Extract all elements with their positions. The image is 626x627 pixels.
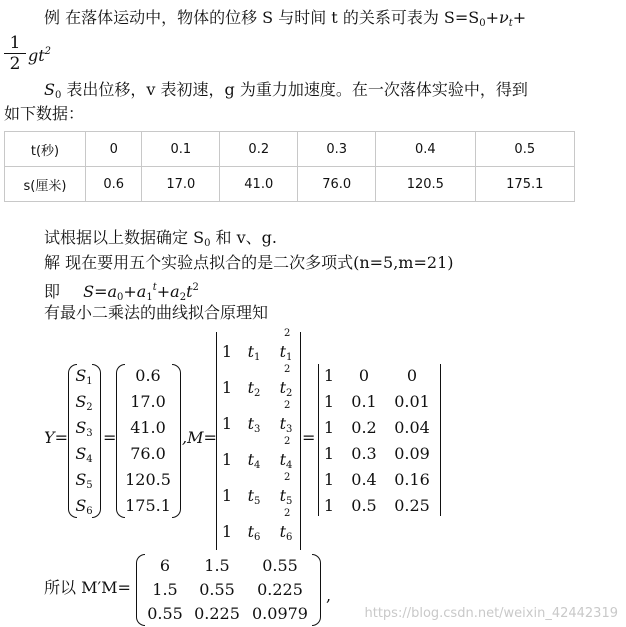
matrix-cell: 1 — [323, 470, 335, 489]
s-subscript: 2 — [86, 402, 93, 413]
matrix-cell: 0.4 — [351, 470, 377, 489]
matrix-cell — [244, 414, 264, 435]
square-exponent: 2 — [284, 400, 291, 411]
matrix-cell — [244, 450, 264, 471]
matrix-cell: 0.3 — [351, 444, 377, 463]
s-symbol: S — [75, 444, 87, 463]
right-paren — [312, 554, 321, 626]
poly-sup2: 2 — [192, 282, 199, 293]
s-subscript: 6 — [86, 506, 93, 517]
equals-sign: = — [103, 428, 117, 447]
intro-line-4: 如下数据： — [4, 104, 85, 123]
matrix-cell: 1 — [221, 342, 233, 361]
t-symbol: t — [247, 342, 255, 361]
matrix-cell — [276, 436, 296, 471]
mm-label: 所以 M′M= — [44, 578, 131, 597]
table-cell: 0.4 — [376, 132, 475, 167]
matrix-cell — [244, 486, 264, 507]
matrix-cell: 0 — [406, 366, 418, 385]
t-subscript: 3 — [286, 424, 293, 435]
matrix-cell: 1 — [323, 496, 335, 515]
matrix-cell: 41.0 — [130, 418, 166, 437]
t-symbol: t — [279, 378, 287, 397]
table-cell: t(秒) — [5, 132, 86, 167]
t-subscript: 2 — [286, 388, 293, 399]
matrix-cell: 1 — [221, 414, 233, 433]
table-cell: s(厘米) — [5, 167, 86, 202]
table-cell: 0.2 — [220, 132, 298, 167]
s-subscript: 5 — [86, 480, 93, 491]
intro-plus: + — [512, 8, 527, 27]
gt-sup: 2 — [44, 46, 52, 57]
gt-text: gt — [28, 46, 45, 65]
matrix-cell: 1 — [323, 444, 335, 463]
table-row-distance — [5, 167, 575, 202]
matrix-cell: 1 — [221, 522, 233, 541]
matrix-cell: 175.1 — [125, 496, 171, 515]
poly-sup1: t — [152, 282, 157, 293]
table-cell: 0.1 — [142, 132, 220, 167]
matrix-cell: 0.2 — [351, 418, 377, 437]
matrix-cell: 1 — [323, 418, 335, 437]
poly-a2: +a — [156, 282, 180, 301]
matrix-cell — [276, 364, 296, 399]
intro-nu: +ν — [485, 8, 509, 27]
poly-s: S=a — [83, 282, 118, 301]
matrix-cell: 0.09 — [394, 444, 430, 463]
s-symbol: S — [75, 496, 87, 515]
matrix-cell: 0.55 — [147, 604, 183, 623]
table-cell: 76.0 — [298, 167, 376, 202]
left-paren — [116, 364, 125, 518]
matrix-cell — [276, 508, 296, 543]
matrix-cell: 0.0979 — [252, 604, 308, 623]
y-label: Y= — [44, 428, 68, 447]
least-squares-line: 有最小二乘法的曲线拟合原理知 — [44, 303, 269, 322]
matrix-cell — [74, 392, 94, 413]
intro-sub-0: 0 — [479, 18, 486, 29]
ji-text: 即 — [44, 282, 61, 301]
square-exponent: 2 — [284, 472, 291, 483]
matrix-cell — [74, 496, 94, 517]
m-num-bar-right — [440, 364, 441, 516]
fraction-denominator: 2 — [9, 54, 21, 74]
t-subscript: 2 — [254, 388, 261, 399]
t-subscript: 5 — [286, 496, 293, 507]
matrix-cell — [244, 378, 264, 399]
s-symbol: S — [75, 418, 87, 437]
left-paren — [68, 364, 77, 518]
matrix-cell: 0.225 — [194, 604, 240, 623]
right-paren — [172, 364, 181, 518]
s-symbol: S — [75, 366, 87, 385]
intro-line-1-text: 例 在落体运动中，物体的位移 S 与时间 t 的关系可表为 S=S — [44, 8, 480, 27]
matrix-cell: 6 — [159, 556, 171, 575]
matrix-cell: 0.01 — [394, 392, 430, 411]
t-symbol: t — [247, 450, 255, 469]
fraction-one-half — [4, 34, 26, 73]
square-exponent: 2 — [284, 436, 291, 447]
intro-sub-t: t — [508, 18, 513, 29]
t-subscript: 4 — [254, 460, 261, 471]
matrix-cell: 0.55 — [199, 580, 235, 599]
t-subscript: 1 — [286, 352, 293, 363]
m-num-bar-left — [318, 364, 319, 516]
data-table — [4, 131, 575, 202]
matrix-cell — [74, 470, 94, 491]
intro-line-3 — [44, 80, 528, 106]
matrix-cell: 1 — [221, 450, 233, 469]
matrix-cell: 1 — [221, 378, 233, 397]
matrix-cell: 0.55 — [262, 556, 298, 575]
t-subscript: 3 — [254, 424, 261, 435]
question-sub: 0 — [204, 238, 211, 249]
m-bar-left — [216, 332, 217, 550]
square-exponent: 2 — [284, 364, 291, 375]
matrix-cell: 76.0 — [130, 444, 166, 463]
matrix-cell — [244, 342, 264, 363]
mm-comma: , — [326, 586, 332, 605]
t-subscript: 6 — [286, 532, 293, 543]
t-symbol: t — [279, 522, 287, 541]
matrix-cell: 0.6 — [135, 366, 161, 385]
right-paren — [92, 364, 101, 518]
matrix-cell — [74, 366, 94, 387]
t-subscript: 5 — [254, 496, 261, 507]
t-symbol: t — [279, 486, 287, 505]
table-cell: 41.0 — [220, 167, 298, 202]
intro-line-1 — [44, 8, 526, 34]
matrix-cell: 120.5 — [125, 470, 171, 489]
t-symbol: t — [279, 450, 287, 469]
s-subscript: 3 — [86, 428, 93, 439]
matrix-cell: 0.225 — [257, 580, 303, 599]
poly-sub0: 0 — [117, 292, 124, 303]
table-cell: 17.0 — [142, 167, 220, 202]
m-label-text: ,M= — [182, 428, 217, 447]
s-subscript: 1 — [86, 376, 93, 387]
table-cell: 120.5 — [376, 167, 475, 202]
question-line — [44, 228, 277, 254]
table-row-time — [5, 132, 575, 167]
poly-a1: +a — [123, 282, 147, 301]
m-bar-right — [300, 332, 301, 550]
s-symbol: S — [75, 470, 87, 489]
t-symbol: t — [247, 486, 255, 505]
s-subscript: 4 — [86, 454, 93, 465]
fraction-numerator: 1 — [9, 33, 21, 53]
matrix-cell — [276, 328, 296, 363]
matrix-cell: 0.16 — [394, 470, 430, 489]
solution-line: 解 现在要用五个实验点拟合的是二次多项式(n=5,m=21) — [44, 253, 454, 272]
matrix-cell: 0 — [358, 366, 370, 385]
t-symbol: t — [279, 414, 287, 433]
t-symbol: t — [247, 522, 255, 541]
t-subscript: 1 — [254, 352, 261, 363]
s-symbol: S — [75, 392, 87, 411]
t-symbol: t — [279, 342, 287, 361]
matrix-cell: 0.5 — [351, 496, 377, 515]
matrix-cell — [74, 418, 94, 439]
t-subscript: 6 — [254, 532, 261, 543]
matrix-cell: 1 — [323, 366, 335, 385]
matrix-cell: 1 — [323, 392, 335, 411]
question-tail: 和 v、g. — [210, 228, 277, 247]
square-exponent: 2 — [284, 508, 291, 519]
table-cell: 0 — [86, 132, 142, 167]
t-symbol: t — [247, 378, 255, 397]
table-cell: 0.3 — [298, 132, 376, 167]
table-cell: 0.6 — [86, 167, 142, 202]
matrix-cell: 17.0 — [130, 392, 166, 411]
poly-sub2: 2 — [179, 292, 187, 303]
table-cell: 0.5 — [475, 132, 574, 167]
matrix-cell: 0.1 — [351, 392, 377, 411]
gt-squared — [28, 42, 51, 66]
matrix-cell — [74, 444, 94, 465]
square-exponent: 2 — [284, 328, 291, 339]
m-label — [182, 428, 217, 448]
matrix-cell: 1 — [221, 486, 233, 505]
matrix-cell: 1.5 — [152, 580, 178, 599]
intro-line-3-text: 表出位移，v 表初速，g 为重力加速度。在一次落体实验中，得到 — [61, 80, 528, 99]
t-subscript: 4 — [286, 460, 293, 471]
s0-sub: 0 — [54, 90, 62, 101]
poly-t: t — [186, 282, 193, 301]
question-text: 试根据以上数据确定 S — [44, 228, 205, 247]
matrix-cell — [276, 472, 296, 507]
matrix-cell: 0.25 — [394, 496, 430, 515]
equals-sign: = — [302, 428, 316, 447]
matrix-cell: 1.5 — [204, 556, 230, 575]
poly-sub1: 1 — [146, 292, 153, 303]
matrix-cell — [244, 522, 264, 543]
watermark: https://blog.csdn.net/weixin_42442319 — [364, 606, 618, 621]
s0-symbol: S — [44, 80, 55, 99]
matrix-cell — [276, 400, 296, 435]
t-symbol: t — [247, 414, 255, 433]
table-cell: 175.1 — [475, 167, 574, 202]
matrix-cell: 0.04 — [394, 418, 430, 437]
